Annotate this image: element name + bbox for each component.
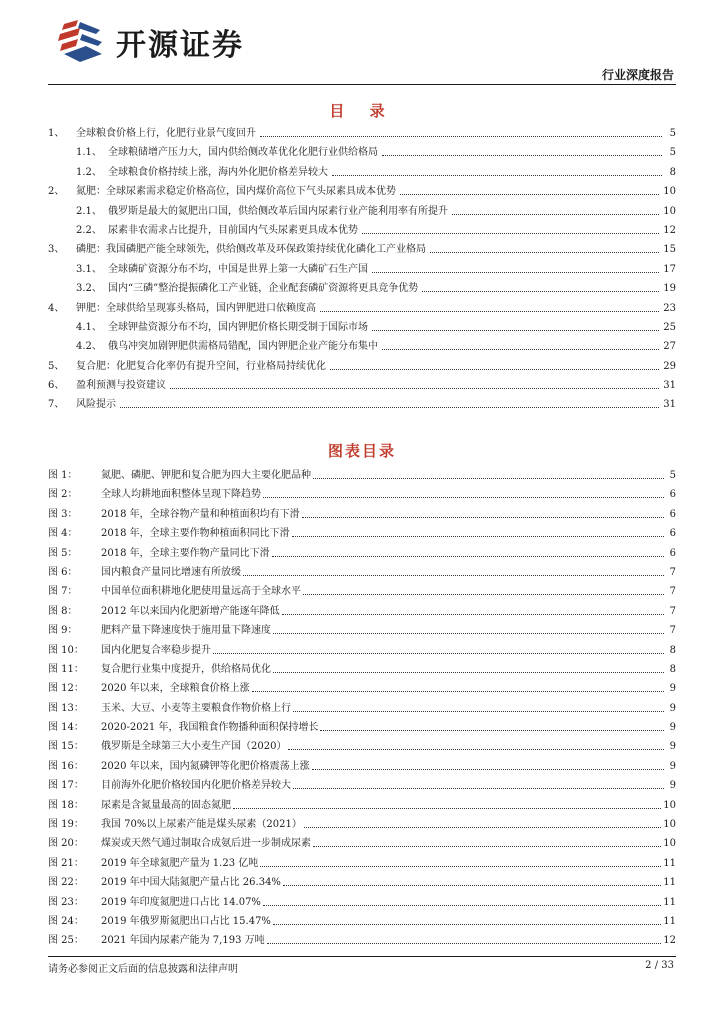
toc-entry-page: 23 xyxy=(661,299,676,318)
figure-entry[interactable] xyxy=(48,854,676,873)
toc-entry-title: 国内“三磷”整治提振磷化工产业链，企业配套磷矿资源将更具竞争优势 xyxy=(108,279,420,298)
toc-entry-page: 5 xyxy=(664,124,676,143)
leader-dots xyxy=(293,699,664,712)
figure-entry-number: 图 10： xyxy=(48,644,84,656)
toc-entry[interactable] xyxy=(48,124,676,143)
leader-dots xyxy=(233,796,661,809)
figure-entry-page: 7 xyxy=(669,586,676,598)
brand-name: 开源证券 xyxy=(116,28,244,63)
toc-entry[interactable] xyxy=(48,318,676,337)
figure-entry[interactable] xyxy=(48,621,676,640)
leader-dots xyxy=(312,757,664,770)
figure-entry-page: 9 xyxy=(669,702,676,714)
toc-entry-title: 复合肥：化肥复合化率仍有提升空间，行业格局持续优化 xyxy=(76,357,328,376)
figure-entry[interactable] xyxy=(48,776,676,795)
toc-entry-title: 全球粮储增产压力大，国内供给侧改革优化化肥行业供给格局 xyxy=(108,143,380,162)
header-rule xyxy=(48,84,676,85)
toc-entry-number: 1、 xyxy=(48,128,65,139)
figure-entry-title: 2019 年中国大陆氮肥产量占比 26.34% xyxy=(101,873,281,892)
figure-entry-number: 图 6： xyxy=(48,566,78,578)
figure-entry-page: 9 xyxy=(669,683,676,695)
toc-entry-number: 3、 xyxy=(48,244,65,256)
toc-entry-number: 4.2、 xyxy=(76,341,102,353)
figure-entry-page: 11 xyxy=(663,877,676,889)
figure-entry-title: 2019 年俄罗斯氮肥出口占比 15.47% xyxy=(101,912,271,931)
figure-entry-title: 肥料产量下降速度快于施用量下降速度 xyxy=(101,621,271,640)
figure-entry-number: 图 13： xyxy=(48,702,84,714)
figure-entry-title: 2019 年全球氮肥产量为 1.23 亿吨 xyxy=(101,854,258,873)
figure-entry-number: 图 23： xyxy=(48,896,84,908)
toc-entry[interactable] xyxy=(48,221,676,240)
figure-entry-number: 图 4： xyxy=(48,528,78,540)
figure-entry[interactable] xyxy=(48,485,676,504)
figure-entry-number: 图 24： xyxy=(48,915,84,927)
figure-entry-title: 我国 70%以上尿素产能是煤头尿素（2021） xyxy=(101,815,302,834)
figure-entry-page: 10 xyxy=(663,838,676,850)
figure-entry-page: 9 xyxy=(669,741,676,753)
figure-entry-number: 图 12： xyxy=(48,683,84,695)
toc-entry-page: 31 xyxy=(661,376,676,395)
figure-entry-title: 2018 年，全球主要作物产量同比下滑 xyxy=(101,544,270,563)
figure-entry[interactable] xyxy=(48,563,676,582)
figure-entry-number: 图 9： xyxy=(48,625,78,637)
figure-entry-page: 7 xyxy=(669,625,676,637)
figure-entry-page: 6 xyxy=(669,489,676,501)
figure-entry[interactable] xyxy=(48,582,676,601)
toc-entry-page: 17 xyxy=(661,260,676,279)
page-number: 2 / 33 xyxy=(645,960,674,971)
toc-entry-title: 尿素非农需求占比提升，目前国内气头尿素更具成本优势 xyxy=(108,221,360,240)
leader-dots xyxy=(313,466,664,479)
figure-list xyxy=(48,466,676,951)
figure-entry-page: 11 xyxy=(663,857,676,869)
toc-entry-title: 俄罗斯是最大的氮肥出口国，供给侧改革后国内尿素行业产能利用率有所提升 xyxy=(108,202,450,221)
figure-entry[interactable] xyxy=(48,757,676,776)
figure-entry-page: 6 xyxy=(669,508,676,520)
toc-entry-number: 3.1、 xyxy=(76,263,102,275)
figure-entry[interactable] xyxy=(48,718,676,737)
toc-entry[interactable] xyxy=(48,202,676,221)
figure-entry-number: 图 19： xyxy=(48,819,84,831)
figure-entry-title: 复合肥行业集中度提升，供给格局优化 xyxy=(101,660,271,679)
toc-entry-title: 钾肥：全球供给呈现寡头格局，国内钾肥进口依赖度高 xyxy=(76,299,318,318)
figure-entry-page: 10 xyxy=(663,819,676,831)
leader-dots xyxy=(243,563,664,576)
leader-dots xyxy=(288,737,664,750)
figure-entry-number: 图 14： xyxy=(48,722,84,734)
toc-entry-number: 1.2、 xyxy=(76,166,102,178)
leader-dots xyxy=(320,299,659,312)
figure-entry-number: 图 1： xyxy=(48,470,78,481)
toc-entry-page: 25 xyxy=(661,318,676,337)
toc-entry-page: 29 xyxy=(661,357,676,376)
toc-entry[interactable] xyxy=(48,357,676,376)
figure-entry-number: 图 16： xyxy=(48,760,84,772)
leader-dots xyxy=(452,202,659,215)
leader-dots xyxy=(430,240,659,253)
toc-entry-title: 风险提示 xyxy=(76,395,118,414)
leader-dots xyxy=(252,679,664,692)
figure-entry-page: 9 xyxy=(669,722,676,734)
leader-dots xyxy=(260,124,662,137)
figure-entry-title: 2018 年，全球主要作物种植面积同比下滑 xyxy=(101,524,290,543)
figure-entry-number: 图 5： xyxy=(48,547,78,559)
figure-entry-page: 11 xyxy=(663,915,676,927)
leader-dots xyxy=(422,279,659,292)
figure-entry[interactable] xyxy=(48,699,676,718)
toc-entry[interactable] xyxy=(48,395,676,414)
toc-entry-number: 7、 xyxy=(48,399,65,411)
leader-dots xyxy=(213,641,664,654)
toc-entry[interactable] xyxy=(48,182,676,201)
leader-dots xyxy=(303,582,664,595)
figure-entry-page: 9 xyxy=(669,760,676,772)
figure-entry-title: 尿素是含氮量最高的固态氮肥 xyxy=(101,796,231,815)
footer-disclaimer: 请务必参阅正文后面的信息披露和法律声明 xyxy=(48,964,238,975)
leader-dots xyxy=(273,660,664,673)
figure-entry[interactable] xyxy=(48,544,676,563)
figure-entry-page: 9 xyxy=(669,780,676,792)
figure-entry[interactable] xyxy=(48,641,676,660)
figure-entry[interactable] xyxy=(48,893,676,912)
leader-dots xyxy=(273,621,664,634)
toc-entry-title: 俄乌冲突加剧钾肥供需格局错配，国内钾肥企业产能分布集中 xyxy=(108,337,380,356)
leader-dots xyxy=(372,318,659,331)
leader-dots xyxy=(304,815,661,828)
figure-entry[interactable] xyxy=(48,660,676,679)
toc-entry-title: 全球钾盐资源分布不均，国内钾肥价格长期受制于国际市场 xyxy=(108,318,370,337)
figure-entry[interactable] xyxy=(48,873,676,892)
leader-dots xyxy=(260,854,661,867)
toc-entry-number: 5、 xyxy=(48,360,65,372)
figure-entry-page: 12 xyxy=(663,935,676,947)
figure-entry-page: 10 xyxy=(663,799,676,811)
toc-entry-title: 全球粮食价格持续上涨，海内外化肥价格差异较大 xyxy=(108,163,330,182)
figure-entry-title: 2021 年国内尿素产能为 7,193 万吨 xyxy=(101,931,265,950)
figure-entry-page: 8 xyxy=(669,663,676,675)
figure-entry-title: 2018 年，全球谷物产量和种植面积均有下滑 xyxy=(101,505,300,524)
figure-entry[interactable] xyxy=(48,679,676,698)
leader-dots xyxy=(292,524,664,537)
toc-entry[interactable] xyxy=(48,143,676,162)
toc-entry[interactable] xyxy=(48,337,676,356)
toc-entry[interactable] xyxy=(48,260,676,279)
figure-entry-number: 图 18： xyxy=(48,799,84,811)
toc-entry-page: 8 xyxy=(664,163,676,182)
leader-dots xyxy=(362,221,659,234)
figure-entry-number: 图 17： xyxy=(48,780,84,792)
toc-entry[interactable] xyxy=(48,163,676,182)
toc-entry-page: 31 xyxy=(661,395,676,414)
figure-entry-title: 中国单位面积耕地化肥使用量远高于全球水平 xyxy=(101,582,301,601)
figure-entry-number: 图 3： xyxy=(48,508,78,520)
leader-dots xyxy=(320,718,664,731)
figure-entry[interactable] xyxy=(48,931,676,950)
leader-dots xyxy=(120,395,659,408)
figure-entry[interactable] xyxy=(48,602,676,621)
figure-entry-number: 图 7： xyxy=(48,586,78,598)
figure-entry-page: 7 xyxy=(669,605,676,617)
leader-dots xyxy=(272,544,664,557)
figure-entry[interactable] xyxy=(48,796,676,815)
toc-entry-page: 27 xyxy=(661,337,676,356)
leader-dots xyxy=(263,485,664,498)
figure-entry-number: 图 11： xyxy=(48,663,84,675)
leader-dots xyxy=(283,873,661,886)
toc-entry-number: 2.2、 xyxy=(76,224,102,236)
toc-entry-number: 6、 xyxy=(48,380,65,392)
figure-entry-number: 图 21： xyxy=(48,857,84,869)
toc-entry-title: 磷肥：我国磷肥产能全球领先，供给侧改革及环保政策持续优化磷化工产业格局 xyxy=(76,240,428,259)
figure-entry-page: 11 xyxy=(663,896,676,908)
figure-entry-title: 俄罗斯是全球第三大小麦生产国（2020） xyxy=(101,737,286,756)
leader-dots xyxy=(170,376,659,389)
toc-entry-number: 4.1、 xyxy=(76,321,102,333)
toc-entry-page: 5 xyxy=(664,143,676,162)
leader-dots xyxy=(382,143,662,156)
figure-entry-page: 6 xyxy=(669,547,676,559)
figure-entry-title: 玉米、大豆、小麦等主要粮食作物价格上行 xyxy=(101,699,291,718)
toc-entry-title: 盈利预测与投资建议 xyxy=(76,376,168,395)
figure-entry-number: 图 20： xyxy=(48,838,84,850)
figure-entry-title: 2020-2021 年，我国粮食作物播种面积保持增长 xyxy=(101,718,318,737)
figure-entry-title: 国内化肥复合率稳步提升 xyxy=(101,641,211,660)
figure-entry[interactable] xyxy=(48,524,676,543)
leader-dots xyxy=(332,163,662,176)
figure-entry-number: 图 2： xyxy=(48,489,78,501)
figure-entry-title: 煤炭或天然气通过制取合成氨后进一步制成尿素 xyxy=(101,834,311,853)
toc-entry-title: 全球磷矿资源分布不均，中国是世界上第一大磷矿石生产国 xyxy=(108,260,370,279)
leader-dots xyxy=(382,337,659,350)
toc-entry[interactable] xyxy=(48,376,676,395)
toc-entry[interactable] xyxy=(48,299,676,318)
toc-entry-number: 2、 xyxy=(48,186,65,198)
figure-entry-number: 图 8： xyxy=(48,605,78,617)
toc-entry-number: 2.1、 xyxy=(76,205,102,217)
leader-dots xyxy=(372,260,659,273)
figure-entry-title: 目前海外化肥价格较国内化肥价格差异较大 xyxy=(101,776,291,795)
leader-dots xyxy=(302,505,664,518)
figure-entry-number: 图 22： xyxy=(48,877,84,889)
leader-dots xyxy=(263,893,661,906)
toc-entry-page: 15 xyxy=(661,240,676,259)
figure-entry-page: 7 xyxy=(669,566,676,578)
figure-entry-title: 2020 年以来，国内氮磷钾等化肥价格震荡上涨 xyxy=(101,757,310,776)
toc-entry-page: 10 xyxy=(661,182,676,201)
figure-entry-number: 图 25： xyxy=(48,935,84,947)
figure-entry[interactable] xyxy=(48,834,676,853)
figure-entry-page: 8 xyxy=(669,644,676,656)
figure-entry-title: 氮肥、磷肥、钾肥和复合肥为四大主要化肥品种 xyxy=(101,466,311,485)
leader-dots xyxy=(293,776,664,789)
toc-entry-page: 19 xyxy=(661,279,676,298)
figure-entry[interactable] xyxy=(48,737,676,756)
leader-dots xyxy=(313,834,661,847)
figure-entry-title: 2020 年以来，全球粮食价格上涨 xyxy=(101,679,250,698)
figure-entry[interactable] xyxy=(48,815,676,834)
leader-dots xyxy=(400,182,659,195)
toc-entry-number: 4、 xyxy=(48,302,65,314)
leader-dots xyxy=(273,912,661,925)
figure-entry-title: 2019 年印度氮肥进口占比 14.07% xyxy=(101,893,261,912)
toc-title: 目 录 xyxy=(329,102,395,120)
figure-entry-page: 5 xyxy=(669,470,676,481)
toc-entry-page: 10 xyxy=(661,202,676,221)
toc-entry[interactable] xyxy=(48,240,676,259)
figure-entry-title: 2012 年以来国内化肥新增产能逐年降低 xyxy=(101,602,280,621)
figure-entry-title: 全球人均耕地面积整体呈现下降趋势 xyxy=(101,485,261,504)
leader-dots xyxy=(330,357,659,370)
figure-entry-number: 图 15： xyxy=(48,741,84,753)
kaiyuan-logo-icon xyxy=(56,18,116,64)
toc-entry-number: 3.2、 xyxy=(76,283,102,295)
figure-entry-page: 6 xyxy=(669,528,676,540)
footer-rule xyxy=(48,956,676,957)
figures-title: 图表目录 xyxy=(327,442,396,460)
figure-entry[interactable] xyxy=(48,466,676,485)
figure-entry[interactable] xyxy=(48,505,676,524)
toc-list xyxy=(48,124,676,415)
toc-entry-page: 12 xyxy=(661,221,676,240)
leader-dots xyxy=(282,602,664,615)
leader-dots xyxy=(267,931,662,944)
document-type: 行业深度报告 xyxy=(601,68,674,82)
toc-entry-number: 1.1、 xyxy=(76,147,102,159)
figure-entry-title: 国内粮食产量同比增速有所放缓 xyxy=(101,563,241,582)
toc-entry-title: 氮肥：全球尿素需求稳定价格高位，国内煤价高位下气头尿素具成本优势 xyxy=(76,182,398,201)
toc-entry[interactable] xyxy=(48,279,676,298)
figure-entry[interactable] xyxy=(48,912,676,931)
toc-entry-title: 全球粮食价格上行，化肥行业景气度回升 xyxy=(76,124,258,143)
